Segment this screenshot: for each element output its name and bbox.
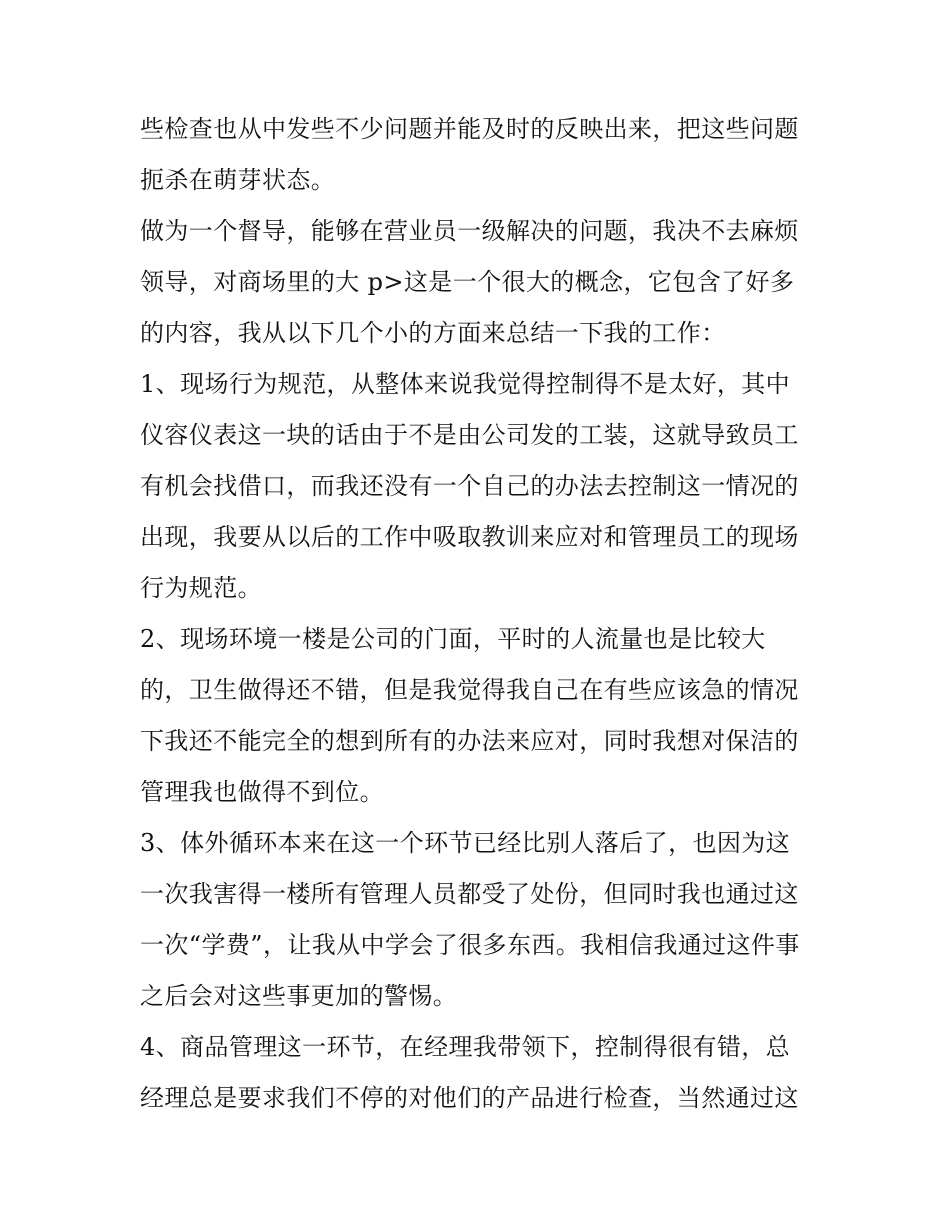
text-line-16: 一次我害得一楼所有管理人员都受了处份，但同时我也通过这 xyxy=(140,880,799,908)
text-line-1: 些检查也从中发些不少问题并能及时的反映出来，把这些问题 xyxy=(140,115,799,143)
text-line-15: 3、体外循环本来在这一个环节已经比别人落后了，也因为这 xyxy=(140,829,791,857)
text-line-11: 2、现场环境一楼是公司的门面，平时的人流量也是比较大 xyxy=(140,625,766,653)
text-line-10: 行为规范。 xyxy=(140,574,262,602)
text-line-5: 的内容，我从以下几个小的方面来总结一下我的工作： xyxy=(140,319,726,347)
text-line-8: 有机会找借口，而我还没有一个自己的办法去控制这一情况的 xyxy=(140,472,799,500)
text-line-18: 之后会对这些事更加的警惕。 xyxy=(140,982,458,1010)
text-line-4: 领导，对商场里的大 p>这是一个很大的概念，它包含了好多 xyxy=(140,268,795,296)
text-line-9: 出现，我要从以后的工作中吸取教训来应对和管理员工的现场 xyxy=(140,523,799,551)
text-line-17: 一次“学费”，让我从中学会了很多东西。我相信我通过这件事 xyxy=(140,931,800,959)
text-line-14: 管理我也做得不到位。 xyxy=(140,778,384,806)
text-line-3: 做为一个督导，能够在营业员一级解决的问题，我决不去麻烦 xyxy=(140,217,799,245)
text-line-13: 下我还不能完全的想到所有的办法来应对，同时我想对保洁的 xyxy=(140,727,799,755)
text-line-7: 仪容仪表这一块的话由于不是由公司发的工装，这就导致员工 xyxy=(140,421,799,449)
text-line-20: 经理总是要求我们不停的对他们的产品进行检查，当然通过这 xyxy=(140,1084,799,1112)
text-line-6: 1、现场行为规范，从整体来说我觉得控制得不是太好，其中 xyxy=(140,370,791,398)
text-line-19: 4、商品管理这一环节，在经理我带领下，控制得很有错，总 xyxy=(140,1033,791,1061)
text-line-12: 的，卫生做得还不错，但是我觉得我自己在有些应该急的情况 xyxy=(140,676,799,704)
document-body xyxy=(140,104,820,1124)
text-line-2: 扼杀在萌芽状态。 xyxy=(140,166,336,194)
